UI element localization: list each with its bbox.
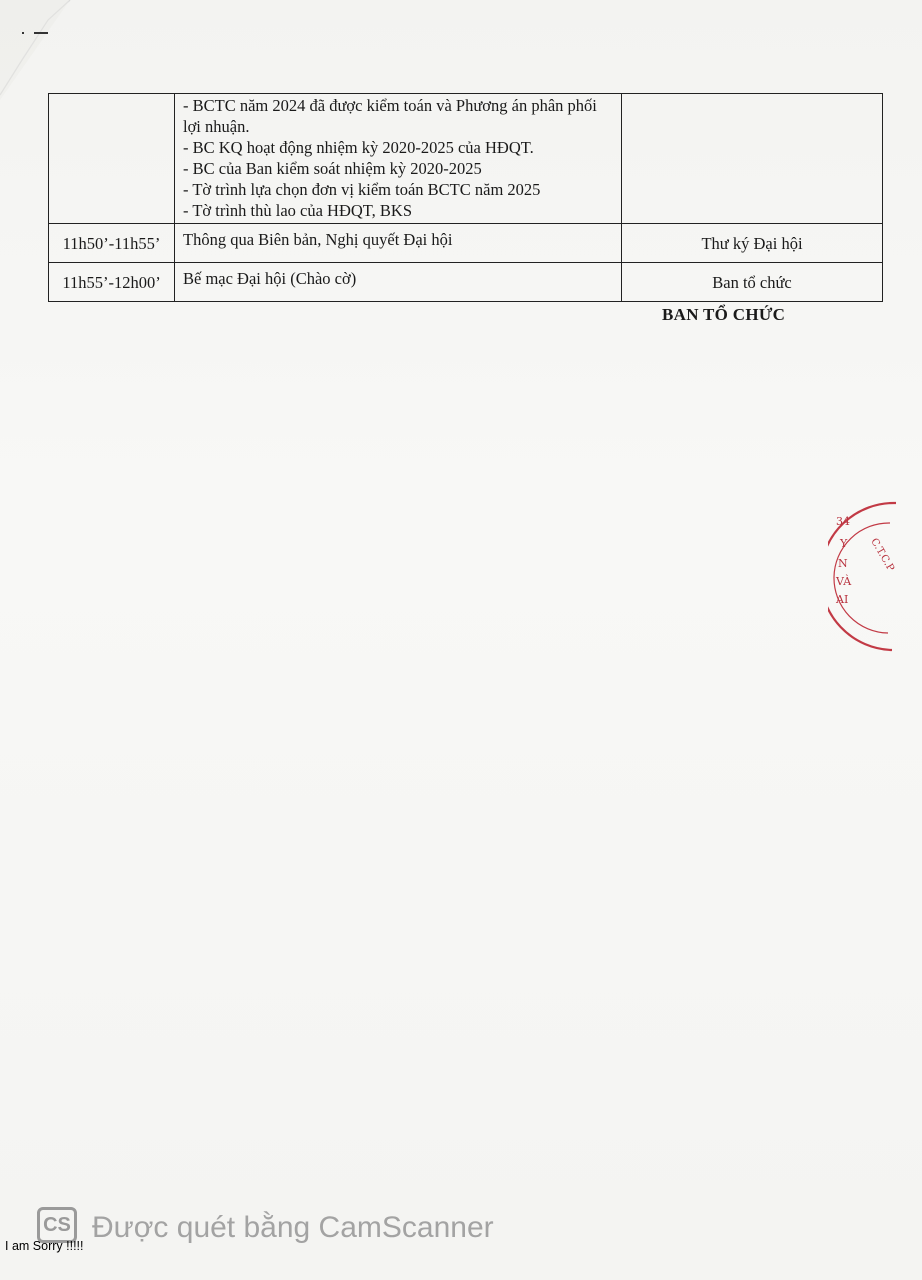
camscanner-logo: CS xyxy=(37,1207,77,1243)
stamp-text: VÀ xyxy=(836,575,852,588)
company-stamp xyxy=(828,495,908,660)
stamp-text: 34 xyxy=(836,515,850,528)
agenda-item: - BC của Ban kiểm soát nhiệm kỳ 2020-2025 xyxy=(183,159,482,178)
time-cell xyxy=(49,94,175,224)
time-cell: 11h50’-11h55’ xyxy=(49,224,175,263)
stamp-text: C.T.C.P xyxy=(868,536,896,574)
footnote-text: I am Sorry !!!!! xyxy=(5,1239,84,1253)
folded-corner-mark xyxy=(0,0,90,100)
content-cell: Bế mạc Đại hội (Chào cờ) xyxy=(175,263,622,302)
table-row xyxy=(49,94,883,224)
responsible-cell xyxy=(622,94,883,224)
pen-mark xyxy=(22,28,52,38)
stamp-text: AI xyxy=(836,593,849,606)
camscanner-watermark: Được quét bằng CamScanner xyxy=(92,1211,494,1244)
agenda-item: - BCTC năm 2024 đã được kiểm toán và Phương án phân phối lợi nhuận. xyxy=(183,96,597,136)
table-row xyxy=(49,263,883,302)
content-cell: Thông qua Biên bản, Nghị quyết Đại hội xyxy=(175,224,622,263)
agenda-item: - BC KQ hoạt động nhiệm kỳ 2020-2025 của HĐQT. xyxy=(183,138,534,157)
time-cell: 11h55’-12h00’ xyxy=(49,263,175,302)
agenda-item: - Tờ trình thù lao của HĐQT, BKS xyxy=(183,201,413,220)
stamp-text: N xyxy=(838,557,848,570)
signature-title: BAN TỔ CHỨC xyxy=(662,305,786,324)
stamp-text: Y xyxy=(840,537,848,550)
responsible-cell: Ban tổ chức xyxy=(622,263,883,302)
agenda-item: - Tờ trình lựa chọn đơn vị kiểm toán BCTC năm 2025 xyxy=(183,180,541,199)
agenda-table xyxy=(48,93,883,302)
content-cell xyxy=(175,94,622,224)
table-row xyxy=(49,224,883,263)
responsible-cell: Thư ký Đại hội xyxy=(622,224,883,263)
